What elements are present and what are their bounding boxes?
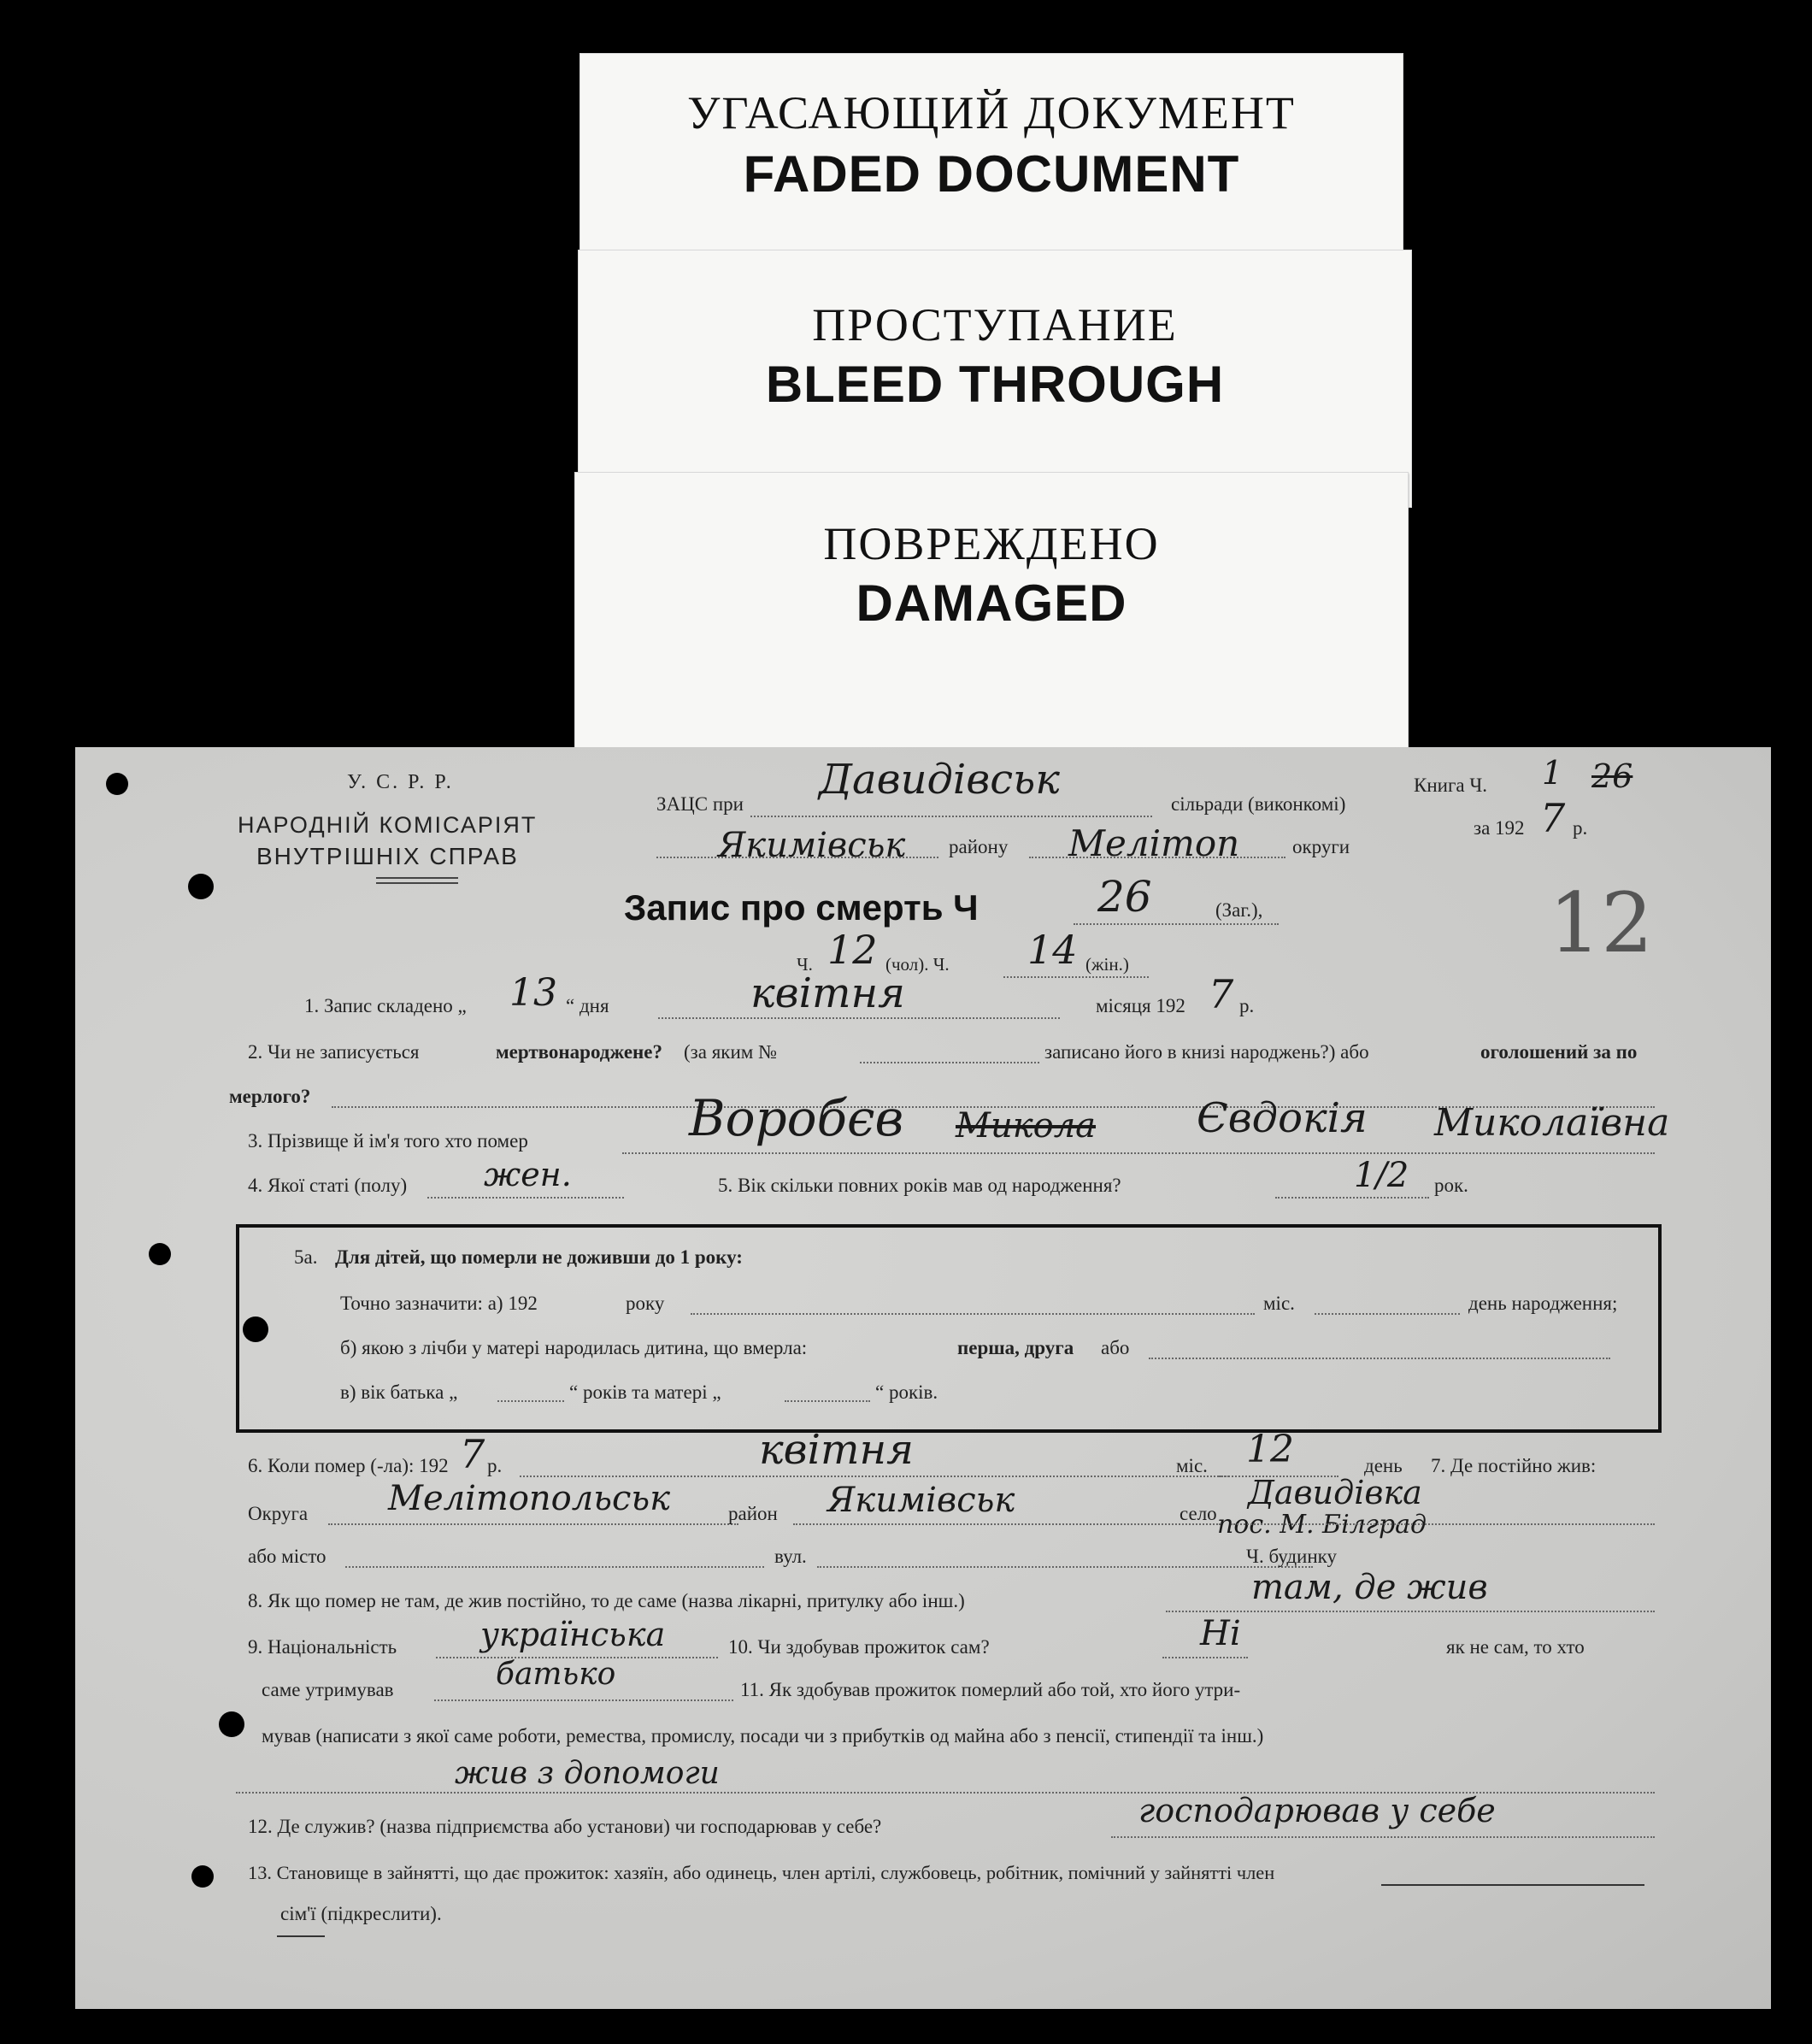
box-5a-line4-c: “ років.	[875, 1381, 938, 1403]
field-1-day: 13	[509, 971, 557, 1015]
field-line	[750, 816, 1152, 817]
selo-value: Давидівка	[1248, 1474, 1422, 1511]
box-5a-line3-c: або	[1101, 1337, 1130, 1358]
field-line	[497, 1400, 564, 1402]
card-label-ru: УГАСАЮЩИЙ ДОКУМЕНТ	[687, 87, 1296, 138]
field-12-label: 12. Де служив? (назва підприємства або установи) чи господарював у себе?	[248, 1816, 882, 1837]
commissariat-line-1: НАРОДНІЙ КОМІСАРІЯТ	[238, 812, 538, 838]
selo-value-2: пос. М. Білград	[1217, 1510, 1427, 1540]
field-line	[1003, 976, 1149, 978]
field-5-value: 1/2	[1354, 1156, 1409, 1195]
field-line	[656, 857, 938, 858]
same-label: саме утримував	[262, 1679, 394, 1700]
year-value: 7	[1540, 795, 1566, 841]
zhin-label: (жін.)	[1085, 954, 1129, 975]
field-line	[427, 1197, 624, 1199]
field-2-a: 2. Чи не записується	[248, 1041, 420, 1063]
budynku-label: Ч. будинку	[1246, 1546, 1337, 1567]
field-6-label: 6. Коли помер (-ла): 192	[248, 1455, 449, 1476]
box-5a-line2-b: року	[626, 1293, 665, 1314]
field-6-mis: міс.	[1176, 1455, 1208, 1476]
field-line	[1166, 1611, 1655, 1612]
field-2-b: мертвонароджене?	[496, 1041, 662, 1063]
ch-label: Ч.	[797, 954, 813, 975]
field-2-e: оголошений за по	[1480, 1041, 1638, 1063]
card-label-en: BLEED THROUGH	[765, 356, 1225, 413]
punch-hole	[188, 874, 214, 899]
card-label-en: DAMAGED	[856, 574, 1127, 632]
field-6-den: день	[1364, 1455, 1403, 1476]
okrugy-label: округи	[1292, 836, 1350, 857]
field-1-r: р.	[1239, 995, 1255, 1016]
zhin-number: 14	[1027, 927, 1078, 973]
field-line	[328, 1523, 738, 1525]
field-9-value: українська	[480, 1616, 666, 1653]
field-line	[817, 1566, 1313, 1568]
ussr-label: У. С. Р. Р.	[347, 771, 454, 793]
field-10-value: Ні	[1200, 1614, 1241, 1653]
field-line	[520, 1476, 1229, 1477]
field-line	[434, 1699, 733, 1701]
field-1-quote: “ дня	[566, 995, 609, 1016]
field-3-patronymic: Миколаївна	[1434, 1101, 1670, 1145]
field-13-label: 13. Становище в зайнятті, що дає прожиток: хазяїн, або одинець, член артілі, службовець, робітник, помічний у зайнятті член	[248, 1862, 1275, 1883]
okrug-value: Мелітоп	[1068, 822, 1240, 864]
card-label-ru: ПОВРЕЖДЕНО	[823, 518, 1160, 569]
box-5a-line3-a: б) якою з лічби у матері народилась дитина, що вмерла:	[340, 1337, 808, 1358]
field-line	[1162, 1657, 1248, 1658]
field-11-b: мував (написати з якої саме роботи, ремества, промислу, посади чи з прибутків од майна або з пенсії, стипендії та інш.)	[262, 1725, 1264, 1747]
chol-number: 12	[827, 927, 878, 973]
underline-mark	[1381, 1884, 1644, 1886]
field-12-value: господарював у себе	[1138, 1792, 1496, 1829]
box-5a-heading: Для дітей, що померли не доживши до 1 року:	[335, 1246, 743, 1268]
okruha-label: Округа	[248, 1503, 309, 1524]
field-2-c: (за яким №	[684, 1041, 778, 1063]
field-6-day: 12	[1246, 1428, 1294, 1471]
field-13-b: сім'ї (підкреслити).	[280, 1903, 442, 1924]
box-5a-line2-a: Точно зазначити: а) 192	[340, 1293, 538, 1314]
field-line	[793, 1523, 1221, 1525]
field-8-label: 8. Як що помер не там, де жив постійно, то де саме (назва лікарні, притулку або інш.)	[248, 1590, 965, 1611]
field-7-label: 7. Де постійно жив:	[1431, 1455, 1597, 1476]
field-line	[1029, 857, 1285, 858]
box-5a-line4-b: “ років та матері „	[569, 1381, 721, 1403]
silrady-label: сільради (виконкомі)	[1171, 793, 1346, 815]
field-1-label: 1. Запис складено „	[304, 995, 467, 1016]
field-3-surname: Воробєв	[689, 1089, 904, 1147]
field-3-struck-name: Микола	[956, 1106, 1097, 1146]
box-5a-line4-a: в) вік батька „	[340, 1381, 458, 1403]
field-1-month-label: місяця 192	[1096, 995, 1185, 1016]
field-line	[1111, 1836, 1655, 1838]
field-11-value: жив з допомоги	[455, 1756, 720, 1791]
field-2-f: мерлого?	[229, 1086, 311, 1107]
zag-label: (Заг.),	[1215, 899, 1263, 921]
field-line	[345, 1566, 764, 1568]
field-10-b: як не сам, то хто	[1446, 1636, 1585, 1658]
field-line	[1315, 1313, 1460, 1315]
box-5a-line2-d: день народження;	[1468, 1293, 1618, 1314]
field-6-month: квітня	[759, 1426, 914, 1474]
box-5a-line3-b: перша, друга	[957, 1337, 1074, 1358]
field-1-year: 7	[1209, 971, 1234, 1017]
field-5-rok: рок.	[1434, 1175, 1468, 1196]
field-line	[622, 1152, 1655, 1154]
field-line	[860, 1062, 1039, 1063]
field-3-label: 3. Прізвище й ім'я того хто помер	[248, 1130, 528, 1152]
field-line	[1074, 923, 1279, 925]
field-1-month: квітня	[750, 969, 905, 1017]
underline-mark	[277, 1935, 325, 1937]
rayonu-label: району	[949, 836, 1009, 857]
book-value: 1	[1542, 754, 1563, 792]
book-label: Книга Ч.	[1414, 775, 1488, 796]
card-label-en: FADED DOCUMENT	[743, 145, 1240, 203]
chol-label: (чол). Ч.	[885, 954, 950, 975]
zags-label: ЗАЦС при	[656, 793, 744, 815]
box-5a-number: 5а.	[294, 1246, 318, 1268]
divider	[376, 877, 458, 879]
field-line	[1149, 1358, 1610, 1359]
field-9-label: 9. Національність	[248, 1636, 397, 1658]
same-value: батько	[496, 1657, 616, 1692]
field-line	[658, 1017, 1060, 1019]
zags-value: Давидівськ	[819, 756, 1060, 804]
punch-hole	[106, 773, 128, 795]
commissariat-line-2: ВНУТРІШНІХ СПРАВ	[256, 843, 519, 869]
vul-label: вул.	[774, 1546, 807, 1567]
field-3-name: Євдокія	[1197, 1094, 1368, 1142]
punch-hole	[149, 1243, 171, 1265]
record-title: Запис про смерть Ч	[624, 887, 979, 928]
field-line	[691, 1313, 1255, 1315]
field-4-value: жен.	[484, 1156, 572, 1193]
punch-hole	[191, 1865, 214, 1888]
book-struck-value: 26	[1591, 757, 1633, 795]
damaged-card	[574, 472, 1409, 756]
bleed-through-card	[578, 250, 1412, 508]
card-label-ru: ПРОСТУПАНИЕ	[812, 299, 1178, 350]
field-11-label: 11. Як здобував прожиток померлий або той, хто його утри-	[740, 1679, 1241, 1700]
field-5-label: 5. Вік скільки повних років мав од народження?	[718, 1175, 1121, 1196]
rayon-value: Якимівськ	[718, 826, 906, 865]
year-suffix: р.	[1573, 817, 1588, 839]
field-6-r: р.	[487, 1455, 503, 1476]
year-label: за 192	[1474, 817, 1525, 839]
record-number: 26	[1097, 872, 1152, 922]
field-line	[785, 1400, 870, 1402]
field-8-value: там, де жив	[1251, 1568, 1488, 1607]
field-2-d: записано його в книзі народжень?) або	[1044, 1041, 1369, 1063]
field-6-year: 7	[460, 1431, 485, 1477]
death-record-form	[75, 747, 1771, 2009]
box-5a-line2-c: міс.	[1263, 1293, 1295, 1314]
selo-label: село	[1180, 1503, 1217, 1524]
rayon-value-lower: Якимівськ	[827, 1481, 1015, 1520]
field-line	[1275, 1197, 1429, 1199]
field-4-label: 4. Якої статі (полу)	[248, 1175, 408, 1196]
field-line	[1231, 1523, 1655, 1525]
punch-hole	[219, 1711, 244, 1737]
field-10-label: 10. Чи здобував прожиток сам?	[728, 1636, 990, 1658]
okruha-value: Мелітопольськ	[388, 1479, 671, 1518]
corner-mark: 12	[1549, 875, 1654, 971]
abo-misto-label: або місто	[248, 1546, 327, 1567]
divider	[376, 882, 458, 884]
rayon-label: район	[728, 1503, 778, 1524]
